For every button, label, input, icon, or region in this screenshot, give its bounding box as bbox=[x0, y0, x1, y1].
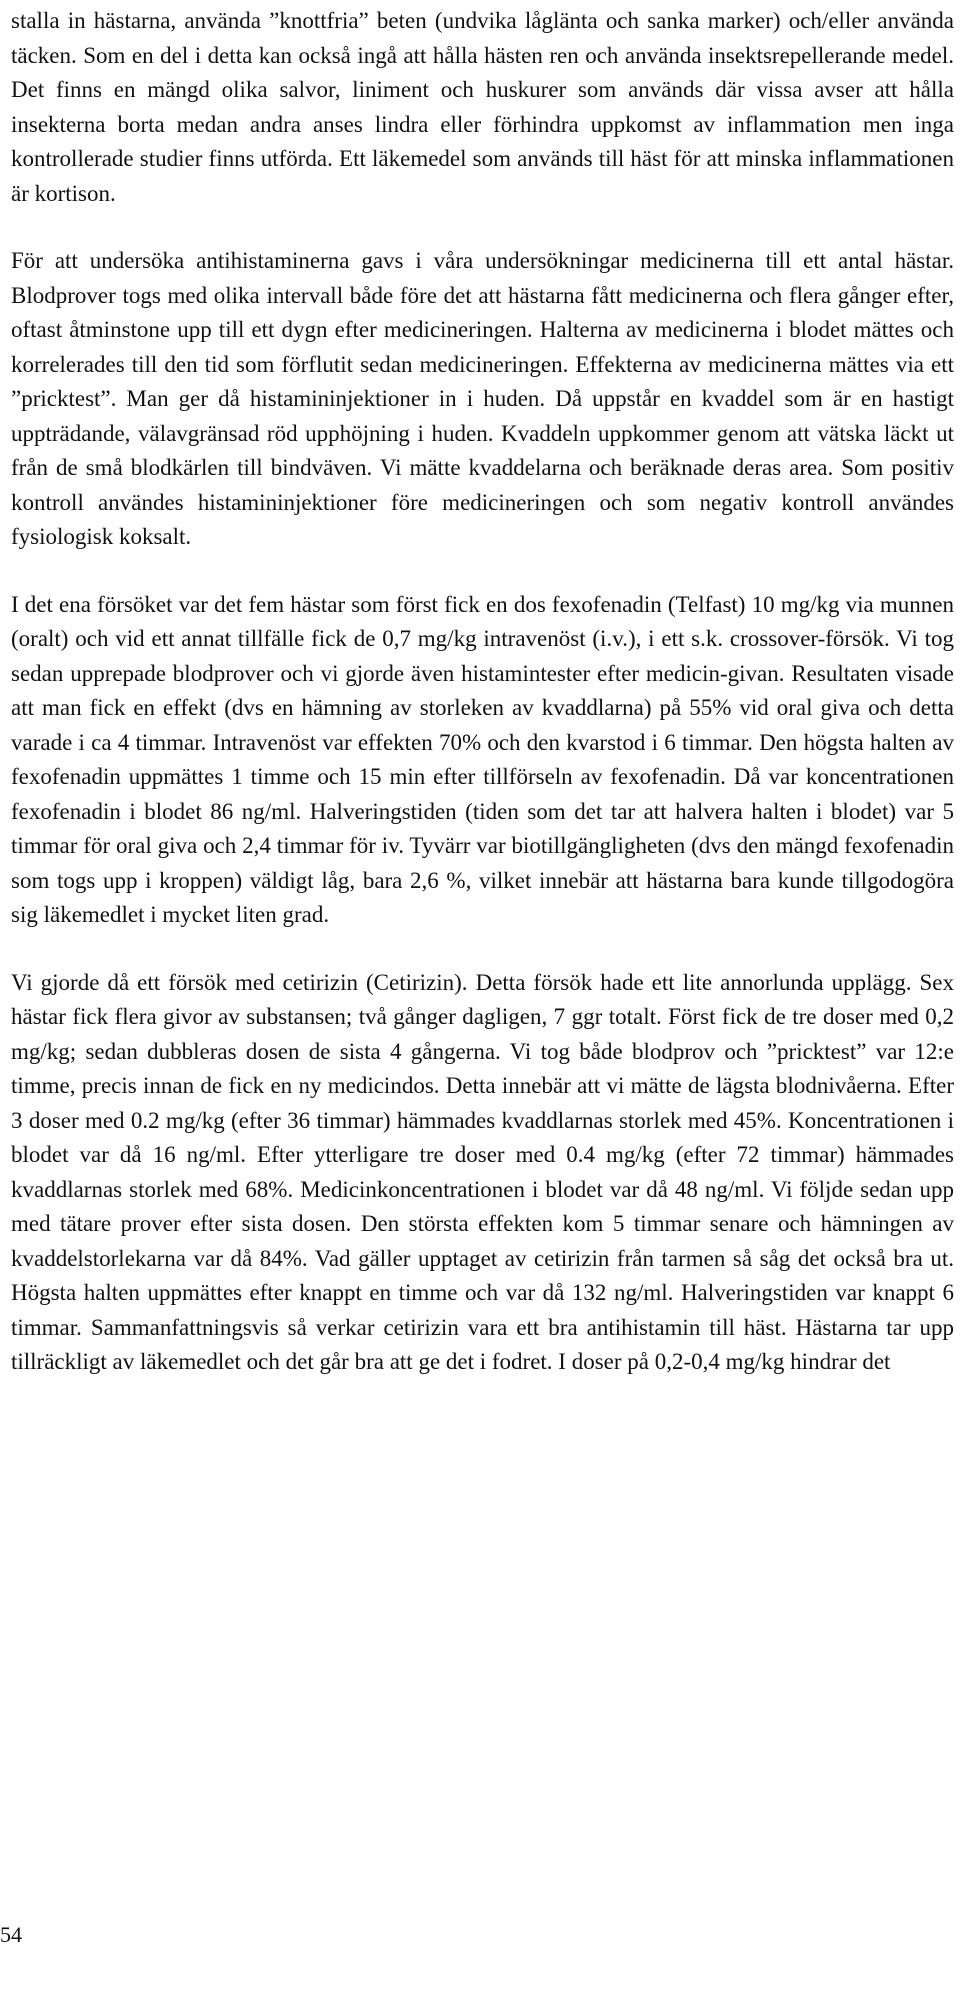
document-body bbox=[11, 4, 954, 1380]
page-number: 54 bbox=[0, 1922, 22, 1947]
paragraph-cetirizine: Vi gjorde då ett försök med cetirizin (Cetirizin). Detta försök hade ett lite annorlunda upplägg. Sex hästar fick flera givor av substansen; två gånger dagligen, 7 ggr totalt. Först fick de tre doser med 0,2 mg/kg; sedan dubbleras dosen de sista 4 gångerna. Vi tog både blodprov och ”pricktest” var 12:e timme, precis innan de fick en ny medicindos. Detta innebär att vi mätte de lägsta blodnivåerna. Efter 3 doser med 0.2 mg/kg (efter 36 timmar) hämmades kvaddlarnas storlek med 45%. Koncentrationen i blodet var då 16 ng/ml. Efter ytterligare tre doser med 0.4 mg/kg (efter 72 timmar) hämmades kvaddlarnas storlek med 68%. Medicinkoncentrationen i blodet var då 48 ng/ml. Vi följde sedan upp med tätare prover efter sista dosen. Den största effekten kom 5 timmar senare och hämningen av kvaddelstorlekarna var då 84%. Vad gäller upptaget av cetirizin från tarmen så såg det också bra ut. Högsta halten uppmättes efter knappt en timme och var då 132 ng/ml. Halveringstiden var knappt 6 timmar. Sammanfattningsvis så verkar cetirizin vara ett bra antihistamin till häst. Hästarna tar upp tillräckligt av läkemedlet och det går bra att ge det i fodret. I doser på 0,2-0,4 mg/kg hindrar det bbox=[11, 969, 954, 1374]
paragraph-insect-protection: stalla in hästarna, använda ”knottfria” beten (undvika låglänta och sanka marker) och/eller använda täcken. Som en del i detta kan också ingå att hålla hästen ren och använda insektsrepellerande medel. Det finns en mängd olika salvor, liniment och huskurer som används där vissa avser att hålla insekterna borta medan andra anses lindra eller förhindra uppkomst av inflammation men inga kontrollerade studier finns utförda. Ett läkemedel som används till häst för att minska inflammationen är kortison. bbox=[11, 8, 954, 206]
paragraph-fexofenadine: I det ena försöket var det fem hästar som först fick en dos fexofenadin (Telfast) 10 mg/kg via munnen (oralt) och vid ett annat tillfälle fick de 0,7 mg/kg intravenöst (i.v.), i ett s.k. crossover-försök. Vi tog sedan upprepade blodprover och vi gjorde även histamintester efter medicin-givan. Resultaten visade att man fick en effekt (dvs en hämning av storleken av kvaddlarna) på 55% vid oral giva och detta varade i ca 4 timmar. Intravenöst var effekten 70% och den kvarstod i 6 timmar. Den högsta halten av fexofenadin uppmättes 1 timme och 15 min efter tillförseln av fexofenadin. Då var koncentrationen fexofenadin i blodet 86 ng/ml. Halveringstiden (tiden som det tar att halvera halten i blodet) var 5 timmar för oral giva och 2,4 timmar för iv. Tyvärr var biotillgängligheten (dvs den mängd fexofenadin som togs upp i kroppen) väldigt låg, bara 2,6 %, vilket innebär att hästarna bara kunde tillgodogöra sig läkemedlet i mycket liten grad. bbox=[11, 591, 954, 927]
paragraph-method: För att undersöka antihistaminerna gavs i våra undersökningar medicinerna till ett antal hästar. Blodprover togs med olika intervall både före det att hästarna fått medicinerna och flera gånger efter, oftast åtminstone upp till ett dygn efter medicineringen. Halterna av medicinerna i blodet mättes och korrelerades till den tid som förflutit sedan medicineringen. Effekterna av medicinerna mättes via ett ”pricktest”. Man ger då histamininjektioner in i huden. Då uppstår en kvaddel som är en hastigt uppträdande, välavgränsad röd upphöjning i huden. Kvaddeln uppkommer genom att vätska läckt ut från de små blodkärlen till bindväven. Vi mätte kvaddelarna och beräknade deras area. Som positiv kontroll användes histamininjektioner före medicineringen och som negativ kontroll användes fysiologisk koksalt. bbox=[11, 248, 954, 549]
